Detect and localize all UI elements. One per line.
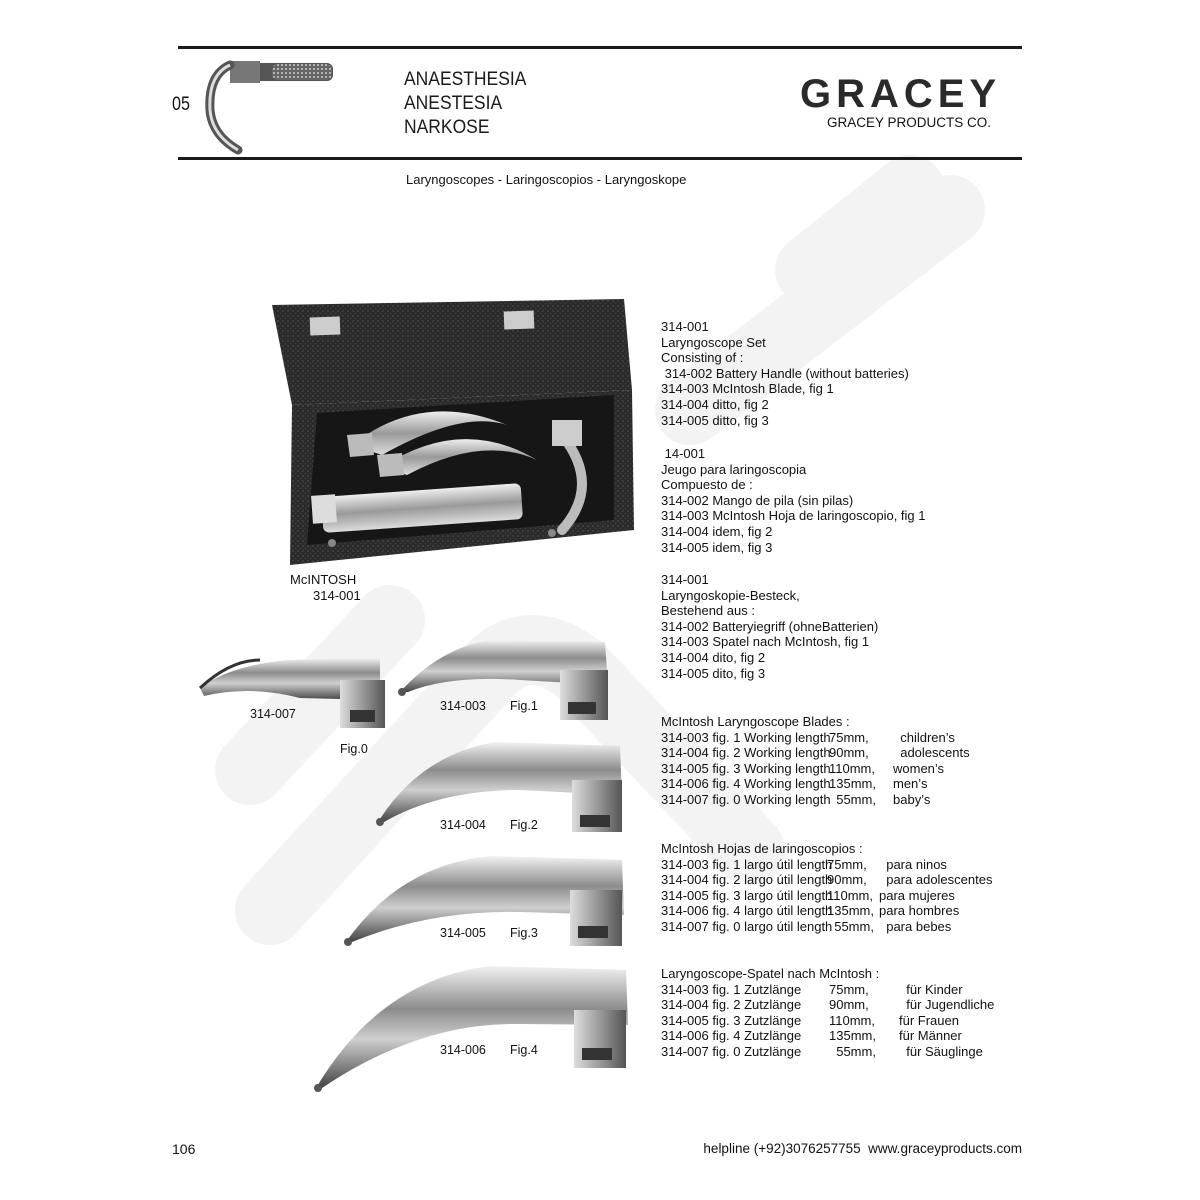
set-en-line: Laryngoscope Set (661, 334, 766, 350)
section-titles (404, 68, 537, 140)
fig4-code: 314-006 (440, 1043, 486, 1057)
fig0-code: 314-007 (250, 707, 296, 721)
blades-de-row: 314-007 fig. 0 Zutzlänge 55mm, für Säuglinge (661, 1043, 983, 1059)
fig4-label: Fig.4 (510, 1043, 538, 1057)
top-rule (178, 46, 1022, 49)
blade-figures-image (190, 630, 640, 1100)
page-number: 106 (172, 1141, 196, 1157)
set-es-line: 314-003 McIntosh Hoja de laringoscopio, fig 1 (661, 508, 926, 524)
set-en-line: Consisting of : (661, 350, 744, 366)
section-title-es: ANESTESIA (404, 93, 503, 114)
set-es-line: 314-005 idem, fig 3 (661, 539, 773, 555)
blade-fig4-image (314, 966, 628, 1092)
blades-es-row: 314-006 fig. 4 largo útil length 135mm, para hombres (661, 903, 960, 919)
header-laryngoscope-image (200, 55, 340, 155)
fig2-code: 314-004 (440, 818, 486, 832)
fig3-label: Fig.3 (510, 926, 538, 940)
blades-en-row: 314-003 fig. 1 Working length 75mm, children’s (661, 729, 955, 745)
fig2-label: Fig.2 (510, 818, 538, 832)
section-number: 05 (172, 94, 190, 115)
set-de-line: Laryngoskopie-Besteck, (661, 587, 800, 603)
fig3-code: 314-005 (440, 926, 486, 940)
blades-table-en (661, 714, 970, 808)
set-de-line: Bestehend aus : (661, 603, 755, 619)
blades-en-row: 314-004 fig. 2 Working length 90mm, adolescents (661, 745, 970, 761)
set-en-line: 314-003 McIntosh Blade, fig 1 (661, 381, 834, 397)
set-en-line: 314-001 (661, 319, 709, 334)
set-de-line: 314-005 dito, fig 3 (661, 665, 766, 681)
blades-es-row: 314-003 fig. 1 largo útil length 75mm, para ninos (661, 856, 947, 872)
blades-en-title: McIntosh Laryngoscope Blades : (661, 714, 850, 729)
section-title-de: NARKOSE (404, 117, 490, 138)
set-de-line: 314-002 Batteryiegriff (ohneBatterien) (661, 618, 879, 634)
set-es-line: 314-002 Mango de pila (sin pilas) (661, 492, 854, 508)
set-de-line: 314-001 (661, 572, 709, 587)
fig0-label: Fig.0 (340, 742, 368, 756)
blades-es-row: 314-007 fig. 0 largo útil length 55mm, para bebes (661, 918, 952, 934)
set-en-line: 314-002 Battery Handle (without batteries) (661, 365, 909, 381)
laryngoscope-case-image (262, 295, 642, 570)
case-caption-name: McINTOSH (290, 572, 357, 587)
blades-de-title: Laryngoscope-Spatel nach McIntosh : (661, 966, 880, 981)
blades-de-row: 314-006 fig. 4 Zutzlänge 135mm, für Männer (661, 1028, 962, 1044)
blades-de-row: 314-004 fig. 2 Zutzlänge 90mm, für Jugendliche (661, 997, 995, 1013)
set-en-line: 314-005 ditto, fig 3 (661, 412, 769, 428)
header-bottom-rule (178, 157, 1022, 160)
blades-es-title: McIntosh Hojas de laringoscopios : (661, 841, 863, 856)
set-de-line: 314-003 Spatel nach McIntosh, fig 1 (661, 634, 870, 650)
fig1-label: Fig.1 (510, 699, 538, 713)
set-es-line: 14-001 (661, 446, 706, 461)
set-en-line: 314-004 ditto, fig 2 (661, 396, 769, 412)
brand-logo (800, 74, 1026, 132)
set-es-line: Jeugo para laringoscopia (661, 461, 807, 477)
blades-de-row: 314-005 fig. 3 Zutzlänge 110mm, für Frauen (661, 1012, 959, 1028)
blade-fig1-image (398, 640, 608, 720)
set-description-de (661, 572, 878, 681)
blades-en-row: 314-005 fig. 3 Working length 110mm, women’s (661, 760, 945, 776)
set-description-es (661, 446, 926, 555)
brand-subtitle: GRACEY PRODUCTS CO. (827, 115, 992, 130)
brand-wordmark: GRACEY (800, 72, 1002, 116)
blades-de-row: 314-003 fig. 1 Zutzlänge 75mm, für Kinder (661, 981, 963, 997)
blades-table-es (661, 841, 992, 935)
page-subtitle: Laryngoscopes - Laringoscopios - Laryngoskope (406, 172, 687, 187)
set-es-line: 314-004 idem, fig 2 (661, 523, 773, 539)
blades-table-de (661, 966, 994, 1060)
case-caption-code: 314-001 (313, 588, 361, 603)
blades-en-row: 314-006 fig. 4 Working length 135mm, men’s (661, 776, 928, 792)
blade-fig2-image (376, 742, 622, 832)
footer-helpline: helpline (+92)3076257755 www.graceyproducts.com (703, 1141, 1022, 1156)
case-caption (290, 572, 361, 604)
fig1-code: 314-003 (440, 699, 486, 713)
set-es-line: Compuesto de : (661, 477, 753, 493)
section-title-en: ANAESTHESIA (404, 69, 527, 90)
blades-es-row: 314-004 fig. 2 largo útil length 90mm, para adolescentes (661, 872, 993, 888)
blades-es-row: 314-005 fig. 3 largo útil length 110mm, para mujeres (661, 887, 955, 903)
set-de-line: 314-004 dito, fig 2 (661, 649, 766, 665)
set-description-en (661, 319, 909, 428)
blades-en-row: 314-007 fig. 0 Working length 55mm, baby’s (661, 791, 931, 807)
